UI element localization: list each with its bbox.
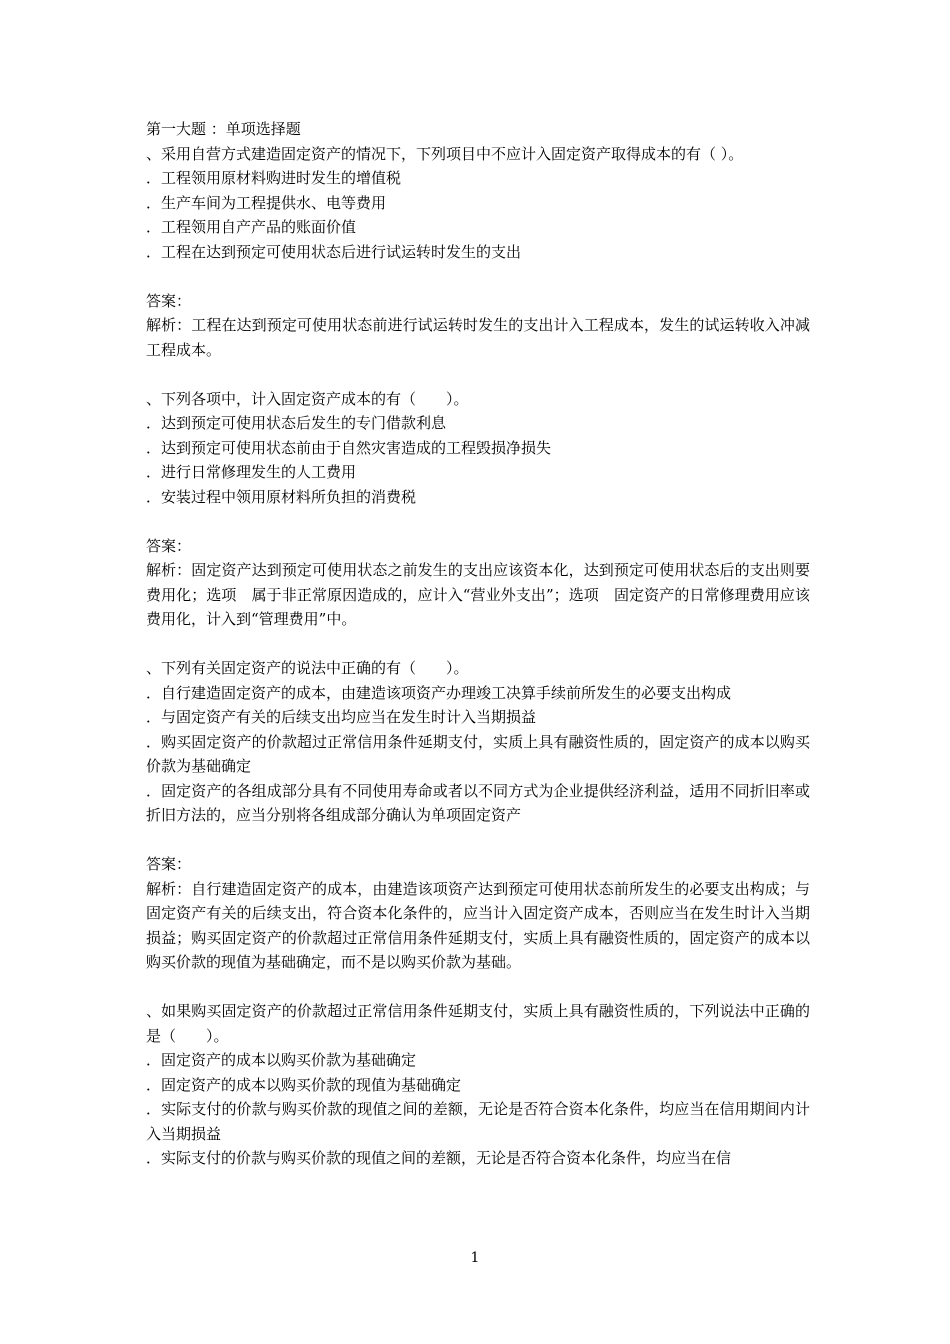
option-b: ．固定资产的成本以购买价款的现值为基础确定: [146, 1075, 462, 1094]
question-3: [146, 656, 810, 975]
question-4: [146, 999, 810, 1171]
question-stem: 、采用自营方式建造固定资产的情况下，下列项目中不应计入固定资产取得成本的有（ ）。: [146, 144, 744, 163]
question-2: [146, 387, 810, 632]
answer-label: 答案：: [146, 855, 192, 873]
option-b: ．与固定资产有关的后续支出均应当在发生时计入当期损益: [146, 708, 537, 726]
option-c: ．实际支付的价款与购买价款的现值之间的差额，无论是否符合资本化条件，均应当在信用期间内计入当期损益: [146, 1100, 810, 1143]
option-c: ．购买固定资产的价款超过正常信用条件延期支付，实质上具有融资性质的，固定资产的成本以购买价款为基础确定: [146, 732, 810, 775]
option-a: ．自行建造固定资产的成本，由建造该项资产办理竣工决算手续前所发生的必要支出构成: [146, 683, 732, 702]
answer-label: 答案：: [146, 291, 192, 310]
option-d: ．安装过程中领用原材料所负担的消费税: [146, 487, 417, 506]
answer-label: 答案：: [146, 536, 192, 555]
option-a: ．工程领用原材料购进时发生的增值税: [146, 169, 402, 187]
question-1: [146, 142, 810, 363]
page-number: 1: [470, 1250, 480, 1266]
option-b: ．达到预定可使用状态前由于自然灾害造成的工程毁损净损失: [146, 438, 552, 457]
section-title: 第一大题 ：单项选择题: [146, 120, 301, 138]
option-d: ．工程在达到预定可使用状态后进行试运转时发生的支出: [146, 242, 522, 261]
analysis-text: 解析：固定资产达到预定可使用状态之前发生的支出应该资本化，达到预定可使用状态后的支出则要费用化；选项 属于非正常原因造成的，应计入“营业外支出”；选项 固定资产的日常修理费用应该费用化，计入到“管理费用”中。: [146, 561, 810, 628]
option-c: ．进行日常修理发生的人工费用: [146, 463, 357, 481]
analysis-text: 解析：自行建造固定资产的成本，由建造该项资产达到预定可使用状态前所发生的必要支出构成；与固定资产有关的后续支出，符合资本化条件的，应当计入固定资产成本，否则应当在发生时计入当期损益；购买固定资产的价款超过正常信用条件延期支付，实质上具有融资性质的，固定资产的成本以购买价款的现值为基础确定，而不是以购买价款为基础。: [146, 879, 810, 971]
analysis-text: 解析：工程在达到预定可使用状态前进行试运转时发生的支出计入工程成本，发生的试运转收入冲减工程成本。: [146, 316, 810, 359]
question-stem: 、下列有关固定资产的说法中正确的有（ ）。: [146, 659, 469, 677]
option-a: ．固定资产的成本以购买价款为基础确定: [146, 1051, 417, 1069]
option-b: ．生产车间为工程提供水、电等费用: [146, 193, 387, 212]
option-d: ．实际支付的价款与购买价款的现值之间的差额，无论是否符合资本化条件，均应当在信: [146, 1149, 732, 1167]
question-stem: 、如果购买固定资产的价款超过正常信用条件延期支付，实质上具有融资性质的，下列说法中正确的是（ ）。: [146, 1002, 810, 1045]
document-page: [146, 117, 810, 1171]
option-d: ．固定资产的各组成部分具有不同使用寿命或者以不同方式为企业提供经济利益，适用不同折旧率或折旧方法的，应当分别将各组成部分确认为单项固定资产: [146, 781, 810, 824]
question-stem: 、下列各项中，计入固定资产成本的有（ ）。: [146, 389, 469, 408]
option-c: ．工程领用自产产品的账面价值: [146, 218, 357, 236]
option-a: ．达到预定可使用状态后发生的专门借款利息: [146, 414, 447, 432]
